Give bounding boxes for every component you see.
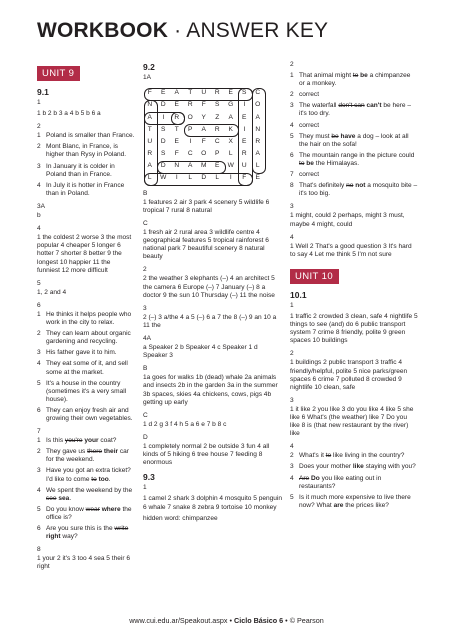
grid-letter: E	[161, 89, 166, 97]
q4d-label: D	[143, 433, 148, 441]
q1-93-label: 1	[143, 484, 147, 492]
q4a-answer: a Speaker 2 b Speaker 4 c Speaker 1 d Speaker 3	[143, 344, 258, 360]
item-number: 3	[37, 349, 41, 357]
grid-letter: N	[174, 162, 180, 170]
grid-letter: L	[228, 150, 233, 158]
item-text: Mont Blanc, in France, is higher than Rysy in Poland.	[46, 143, 127, 159]
item-text	[299, 152, 418, 168]
sentence-part: .	[108, 475, 111, 483]
section-10-1-heading: 10.1	[290, 289, 307, 300]
grid-letter: A	[147, 113, 152, 121]
footer-bullet: •	[285, 616, 288, 625]
grid-letter: P	[215, 150, 220, 158]
sentence-part: They must	[299, 132, 332, 140]
q1-answer: 1 b 2 b 3 a 4 b 5 b 6 a	[37, 110, 101, 118]
sentence-part: you like eating out in restaurants?	[299, 474, 382, 490]
grid-letter: F	[174, 150, 179, 158]
sentence-part: The waterfall	[299, 102, 339, 110]
grid-letter: R	[241, 150, 247, 158]
item-number: 7	[290, 171, 294, 179]
grid-letter: D	[160, 162, 166, 170]
q4-101-label: 4	[290, 443, 294, 451]
grid-letter: P	[188, 125, 193, 133]
struck-word: see	[46, 494, 57, 502]
grid-letter: A	[255, 113, 260, 121]
q3a-label: 3A	[37, 202, 46, 210]
item-text	[299, 122, 418, 130]
item-number: 5	[290, 132, 294, 140]
grid-letter: N	[255, 125, 261, 133]
list-item	[290, 102, 418, 118]
hidden-word: hidden word: chimpanzee	[143, 514, 218, 522]
grid-letter: Y	[201, 113, 206, 121]
list-item	[37, 132, 135, 140]
item-text: In January it is colder in Poland than in France.	[46, 162, 115, 178]
item-number: 5	[290, 493, 294, 501]
grid-letter: L	[255, 162, 260, 170]
title-workbook: WORKBOOK	[37, 19, 169, 42]
grid-letter: D	[201, 174, 207, 182]
sentence-part: staying with you?	[363, 463, 416, 471]
item-text	[299, 463, 418, 471]
item-text: He thinks it helps people who work in the city to relax.	[46, 310, 132, 327]
unit-10-badge: UNIT 10	[290, 269, 339, 284]
q1-label: 1	[37, 99, 41, 106]
footer-bullet: •	[229, 616, 233, 625]
item-text: Poland is smaller than France.	[46, 132, 135, 140]
item-number: 5	[37, 505, 41, 513]
list-item	[37, 437, 135, 445]
q4b-label: B	[143, 365, 148, 373]
grid-letter: A	[201, 125, 206, 133]
q2-92-answer: 2 the weather 3 elephants (–) 4 an architect 5 the camera 6 Europe (–) 7 January (–) 8 a doctor 9 the sun 10 Thursday (–) 11 the noise	[143, 275, 275, 299]
grid-letter: F	[147, 89, 152, 97]
struck-word: there	[87, 448, 103, 456]
q6-label: 6	[37, 301, 41, 309]
grid-letter: I	[189, 137, 192, 145]
unit-9-badge: UNIT 9	[37, 66, 80, 81]
grid-letter: Z	[215, 113, 220, 121]
list-item	[37, 380, 135, 404]
grid-letter: S	[161, 125, 166, 133]
corrected-word: are	[333, 501, 344, 509]
column-2	[143, 61, 283, 526]
struck-word: don't can	[338, 102, 365, 110]
sentence-part: the office is?	[46, 505, 132, 521]
list-item	[290, 182, 418, 198]
q4b-answer: 1a goes for walks 1b (dead) whale 2a animals and insects 2b in the garden 3a in the summer 3b spaces, skies 4a chickens, cows, pigs 4b getting up early	[143, 374, 278, 406]
grid-letter: T	[174, 125, 179, 133]
item-text	[46, 525, 135, 541]
grid-letter: R	[174, 113, 180, 121]
item-number: 1	[37, 437, 41, 445]
corrected-word: Do	[309, 474, 320, 482]
grid-letter: O	[187, 113, 193, 121]
item-number: 6	[37, 406, 41, 414]
list-item	[290, 463, 418, 471]
list-item	[37, 360, 135, 376]
q4-c3-answer: 1 Well 2 That's a good question 3 It's hard to say 4 Let me think 5 I'm not sure	[290, 242, 412, 258]
q8-answer: 1 your 2 it's 3 too 4 sea 5 their 6 right	[37, 555, 130, 571]
item-text	[299, 452, 418, 460]
item-number: 1	[37, 132, 41, 140]
list-item	[37, 407, 135, 423]
struck-word: write	[114, 525, 129, 533]
sentence-part: be here – it's too dry.	[299, 102, 412, 118]
grid-letter: E	[174, 137, 179, 145]
corrected-word: your	[82, 437, 99, 445]
grid-letter: S	[242, 89, 247, 97]
corrected-word: right	[46, 533, 61, 541]
sentence-part: like living in the country?	[331, 452, 405, 460]
q3-c3-answer: 1 might, could 2 perhaps, might 3 must, maybe 4 might, could	[290, 212, 405, 228]
list-item	[290, 72, 418, 88]
title-separator: ·	[174, 19, 182, 42]
grid-letter: E	[242, 137, 247, 145]
corrected-word: sea	[56, 494, 70, 502]
footer	[0, 616, 453, 625]
corrected-word: be	[358, 72, 368, 80]
struck-word: be	[331, 132, 339, 140]
q6-list	[37, 311, 135, 423]
q4-c3-label: 4	[290, 233, 294, 241]
struck-word: you're	[64, 437, 83, 445]
q1c-answer: 1 fresh air 2 rural area 3 wildlife centre 4 geographical features 5 tropical rainforest 6 national park 7 beautiful scenery 8 natural beauty	[143, 228, 269, 261]
q5-answer: 1, 2 and 4	[37, 288, 67, 296]
item-number: 2	[37, 330, 41, 338]
item-text	[46, 487, 135, 503]
sentence-part: the Himalayas.	[313, 159, 360, 167]
list-item	[37, 182, 135, 198]
item-text	[299, 494, 418, 510]
grid-letter: I	[243, 101, 246, 109]
sentence-part: Is it much more expensive to live there now? What	[299, 493, 411, 509]
struck-word: to	[299, 159, 305, 167]
grid-letter: D	[160, 101, 166, 109]
list-item	[37, 330, 135, 346]
list-item	[290, 452, 418, 460]
section-9-2-heading: 9.2	[143, 62, 155, 72]
item-number: 6	[37, 525, 41, 533]
q3-101-answer: 1 it like 2 you like 3 do you like 4 like 5 she like 6 What's (the weather) like 7 Do you like 8 is (that new restaurant by the river) like	[290, 405, 414, 438]
grid-letter: I	[162, 113, 165, 121]
corrected-word: their	[102, 448, 119, 456]
q2-c3-list	[290, 72, 418, 198]
item-text: They eat some of it, and sell some at the market.	[46, 360, 128, 376]
sentence-part: Is this	[46, 437, 65, 445]
q4-101-list	[290, 452, 418, 510]
sentence-part: Does your mother	[299, 463, 353, 471]
grid-letter: G	[228, 101, 234, 109]
q1a-label: 1A	[143, 74, 152, 81]
grid-letter: X	[228, 137, 233, 145]
list-item	[37, 506, 135, 522]
sentence-part: car for the weekend.	[46, 448, 129, 464]
q7-list	[37, 437, 135, 541]
grid-letter: A	[228, 113, 233, 121]
q4-answer: 1 the coldest 2 worse 3 the most popular 4 cheaper 5 longer 6 hotter 7 shorter 8 better 9 the longest 10 happier 11 the funniest 12 more difficult	[37, 234, 132, 274]
item-number: 1	[37, 310, 41, 318]
sentence-part: That animal might	[299, 72, 353, 80]
grid-letter: U	[201, 89, 207, 97]
struck-word: wear	[85, 505, 100, 513]
item-number: 4	[290, 121, 294, 129]
grid-letter: S	[215, 101, 220, 109]
item-text	[299, 91, 418, 99]
grid-letter: W	[160, 174, 167, 182]
grid-letter: E	[228, 89, 233, 97]
q1-101-label: 1	[290, 301, 294, 309]
grid-letter: W	[227, 162, 234, 170]
sentence-part: Are you sure this is the	[46, 525, 115, 533]
struck-word: to	[352, 72, 359, 80]
sentence-part: correct	[299, 91, 320, 99]
item-number: 3	[37, 162, 41, 170]
item-text	[299, 182, 418, 198]
item-text: His father gave it to him.	[46, 349, 117, 357]
item-number: 8	[290, 182, 294, 190]
grid-letter: N	[147, 101, 153, 109]
list-item	[37, 311, 135, 327]
item-text	[299, 102, 418, 118]
q1b-label: B	[143, 189, 148, 197]
grid-letter: T	[188, 89, 193, 97]
sentence-part: a dog – look at all the hair on the sofa!	[299, 132, 409, 148]
item-number: 2	[37, 143, 41, 151]
item-text	[46, 506, 135, 522]
item-text	[46, 437, 135, 445]
list-item	[290, 122, 418, 130]
sentence-part: correct	[299, 171, 320, 179]
footer-course: Ciclo Básico 6	[234, 616, 284, 625]
corrected-word: where	[99, 505, 121, 513]
item-number: 3	[37, 467, 41, 475]
grid-letter: M	[201, 162, 207, 170]
grid-letter: R	[214, 125, 220, 133]
grid-letter: R	[255, 137, 261, 145]
corrected-word: be	[304, 159, 314, 167]
grid-letter: D	[160, 137, 166, 145]
q4d-answer: 1 completely normal 2 be outside 3 fun 4 all kinds of 5 hiking 6 tree house 7 feeding 8 enormous	[143, 443, 270, 467]
q2-101-label: 2	[290, 350, 294, 358]
column-3	[290, 61, 418, 513]
item-text	[46, 448, 135, 464]
grid-letter: L	[147, 174, 152, 182]
q2-c3-label: 2	[290, 61, 294, 68]
grid-letter: F	[242, 174, 247, 182]
item-number: 4	[290, 474, 294, 482]
q4-label: 4	[37, 225, 41, 233]
grid-letter: C	[187, 150, 193, 158]
grid-letter: I	[229, 174, 232, 182]
footer-copyright: © Pearson	[289, 616, 324, 625]
grid-letter: I	[175, 174, 178, 182]
list-item	[37, 143, 135, 159]
grid-letter: A	[174, 89, 179, 97]
struck-word: Are	[299, 474, 310, 482]
item-number: 4	[37, 360, 41, 368]
q3-101-label: 3	[290, 396, 294, 404]
grid-letter: O	[255, 101, 261, 109]
footer-url[interactable]: www.cui.edu.ar/Speakout.aspx	[129, 616, 228, 625]
q3a-answer: b	[37, 212, 41, 220]
list-item	[37, 163, 135, 179]
grid-letter: A	[147, 162, 152, 170]
item-number: 2	[37, 448, 41, 456]
item-text: They can enjoy fresh air and growing their own vegetables.	[46, 406, 133, 422]
q1-93-answer: 1 camel 2 shark 3 dolphin 4 mosquito 5 penguin 6 whale 7 snake 8 zebra 9 tortoise 10 monkey	[143, 495, 283, 511]
item-text	[299, 475, 418, 491]
struck-word: to	[325, 452, 332, 460]
list-item	[290, 152, 418, 168]
q3-c3-label: 3	[290, 203, 294, 211]
word-search-grid	[143, 87, 283, 185]
sentence-part: way?	[60, 533, 78, 541]
section-9-3-heading: 9.3	[143, 472, 155, 483]
corrected-word: can't	[364, 102, 382, 110]
q4a-label: 4A	[143, 335, 152, 342]
page-title	[37, 19, 328, 43]
corrected-word: have	[338, 132, 356, 140]
q2-101-answer: 1 buildings 2 public transport 3 traffic 4 friendly/helpful, polite 5 nice parks/green spaces 6 crime 7 polluted 8 crowded 9 nightlife 10 clean, safe	[290, 359, 408, 391]
grid-letter: E	[174, 101, 179, 109]
sentence-part: The mountain range in the picture could	[299, 151, 415, 159]
grid-letter: T	[147, 125, 152, 133]
q3-92-answer: 2 (–) 3 a/the 4 a 5 (–) 6 a 7 the 8 (–) 9 an 10 a 11 the	[143, 313, 277, 329]
item-number: 6	[290, 151, 294, 159]
grid-letter: U	[241, 162, 247, 170]
column-1	[37, 66, 135, 575]
grid-letter: S	[161, 150, 166, 158]
struck-word: no	[346, 182, 354, 190]
q8-label: 8	[37, 546, 41, 554]
item-number: 3	[290, 463, 294, 471]
item-number: 5	[37, 379, 41, 387]
sentence-part: a chimpanzee or a monkey.	[299, 72, 411, 88]
grid-letter: K	[228, 125, 233, 133]
q7-label: 7	[37, 428, 41, 436]
item-number: 3	[290, 102, 294, 110]
q1c-label: C	[143, 219, 148, 227]
sentence-part: Have you got an extra ticket? I'd like to come	[46, 467, 131, 483]
list-item	[290, 494, 418, 510]
q1-101-answer: 1 traffic 2 crowded 3 clean, safe 4 nightlife 5 things to see (and) do 6 public transport system 7 crime 8 friendly, polite 9 green spaces 10 buildings	[290, 312, 418, 345]
list-item	[37, 349, 135, 357]
sentence-part: Do you know	[46, 505, 86, 513]
sentence-part: They gave us	[46, 448, 88, 456]
list-item	[290, 171, 418, 179]
list-item	[37, 467, 135, 483]
item-text	[299, 171, 418, 179]
q3-92-label: 3	[143, 304, 147, 312]
item-text	[46, 467, 135, 483]
grid-letter: R	[214, 89, 220, 97]
q1b-answer: 1 features 2 air 3 park 4 scenery 5 wildlife 6 tropical 7 rural 8 natural	[143, 198, 270, 214]
sentence-part: coat?	[98, 437, 117, 445]
list-item	[290, 133, 418, 149]
sentence-part: What's it	[299, 452, 326, 460]
item-text: They can learn about organic gardening and recycling.	[46, 330, 131, 346]
item-text: In July it is hotter in France than in Poland.	[46, 181, 125, 197]
item-text: It's a house in the country (sometimes it's a very small house).	[46, 379, 127, 403]
grid-letter: C	[255, 89, 261, 97]
grid-letter: L	[188, 174, 193, 182]
sentence-part: correct	[299, 121, 320, 129]
corrected-word: not	[353, 182, 366, 190]
q5-label: 5	[37, 279, 41, 287]
grid-letter: A	[188, 162, 193, 170]
item-number: 4	[37, 486, 41, 494]
struck-word: to	[91, 475, 97, 483]
item-number: 2	[290, 452, 294, 460]
grid-letter: E	[255, 174, 260, 182]
grid-letter: A	[255, 150, 260, 158]
sentence-part: the prices like?	[343, 501, 389, 509]
grid-letter: F	[201, 101, 206, 109]
grid-letter: L	[215, 174, 220, 182]
item-text	[299, 133, 418, 149]
q4c-answer: 1 d 2 g 3 f 4 h 5 a 6 e 7 b 8 c	[143, 420, 227, 428]
sentence-part: That's definitely	[299, 182, 347, 190]
list-item	[290, 475, 418, 491]
grid-letter: O	[201, 150, 207, 158]
sentence-part: We spent the weekend by the	[46, 486, 133, 494]
q2-92-label: 2	[143, 266, 147, 274]
q2-label: 2	[37, 123, 41, 131]
corrected-word: like	[352, 463, 364, 471]
item-text	[299, 72, 418, 88]
grid-letter: R	[147, 150, 153, 158]
grid-letter: E	[215, 162, 220, 170]
list-item	[37, 487, 135, 503]
grid-letter: R	[187, 101, 193, 109]
grid-letter: U	[147, 137, 153, 145]
grid-letter: I	[243, 125, 246, 133]
list-item	[37, 525, 135, 541]
grid-letter: F	[201, 137, 206, 145]
q2-list	[37, 132, 135, 198]
sentence-part: .	[69, 494, 72, 502]
q4c-label: C	[143, 411, 148, 419]
title-answer-key: ANSWER KEY	[186, 19, 329, 42]
sentence-part: a mosquito bite – it's too big.	[299, 182, 418, 198]
list-item	[290, 91, 418, 99]
grid-letter: C	[214, 137, 220, 145]
item-number: 2	[290, 91, 294, 99]
corrected-word: too	[96, 475, 109, 483]
grid-letter: E	[242, 113, 247, 121]
section-9-1-heading: 9.1	[37, 87, 49, 97]
item-number: 4	[37, 181, 41, 189]
item-number: 1	[290, 72, 294, 80]
list-item	[37, 448, 135, 464]
